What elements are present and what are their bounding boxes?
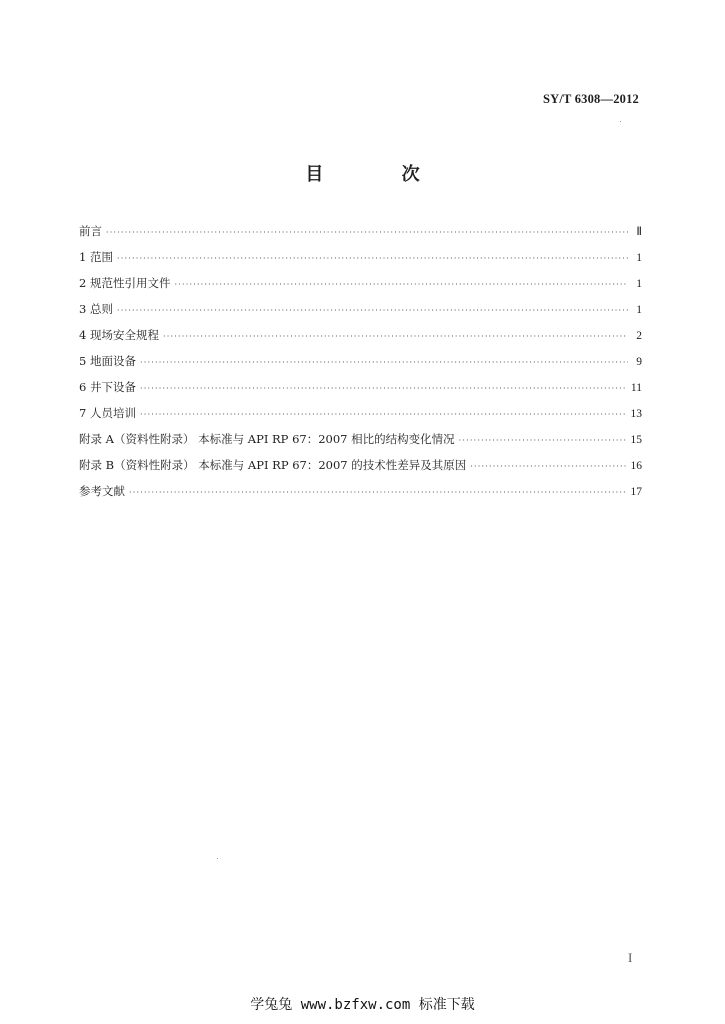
toc-entry-label: 参考文献 [79,484,125,498]
toc-entry[interactable] [79,348,642,374]
toc-leader-dots [174,272,628,298]
toc-entry-page: 1 [636,252,642,264]
toc-entry[interactable] [79,478,642,504]
toc-entry[interactable] [79,296,642,322]
toc-title: 目 次 [305,164,456,185]
toc-entry[interactable] [79,374,642,400]
toc-leader-dots [140,402,627,428]
toc-entry[interactable] [79,426,642,452]
toc-entry-label: 6 井下设备 [79,380,136,394]
scan-speck [620,121,621,122]
toc-entry-page: 17 [630,486,642,498]
toc-leader-dots [117,298,628,324]
toc-entry-label: 附录 A（资料性附录） 本标准与 API RP 67：2007 相比的结构变化情况 [79,432,455,446]
toc-leader-dots [163,324,628,350]
watermark-text: 学兔兔 www.bzfxw.com 标准下载 [250,997,475,1013]
toc-entry[interactable] [79,400,642,426]
toc-entry[interactable] [79,244,642,270]
toc-entry[interactable] [79,322,642,348]
toc-entry[interactable] [79,270,642,296]
toc-leader-dots [459,428,627,454]
toc-entry-label: 1 范围 [79,250,113,264]
toc-leader-dots [140,376,627,402]
toc-entry-page: 11 [630,382,642,394]
toc-leader-dots [106,220,628,246]
toc-entry-label: 4 现场安全规程 [79,328,159,342]
scan-speck [217,858,218,859]
toc-leader-dots [470,454,626,480]
toc-entry-page: Ⅱ [636,226,642,238]
toc-entry-page: 1 [636,278,642,290]
toc-entry-page: 16 [630,460,642,472]
toc-entry-page: 2 [636,330,642,342]
toc-entry[interactable] [79,452,642,478]
toc-entry-label: 2 规范性引用文件 [79,276,171,290]
toc-leader-dots [140,350,628,376]
toc-entry[interactable] [79,218,642,244]
toc-entry-page: 1 [636,304,642,316]
table-of-contents [79,218,642,504]
toc-entry-label: 附录 B（资料性附录） 本标准与 API RP 67：2007 的技术性差异及其原因 [79,458,467,472]
toc-leader-dots [129,480,627,506]
toc-entry-label: 7 人员培训 [79,406,136,420]
toc-entry-page: 15 [630,434,642,446]
toc-leader-dots [117,246,628,272]
standard-code: SY/T 6308—2012 [543,92,639,106]
toc-entry-page: 13 [630,408,642,420]
toc-entry-label: 3 总则 [79,302,113,316]
toc-entry-label: 5 地面设备 [79,354,136,368]
toc-entry-page: 9 [636,356,642,368]
toc-entry-label: 前言 [79,224,102,238]
page-number: I [628,950,633,965]
